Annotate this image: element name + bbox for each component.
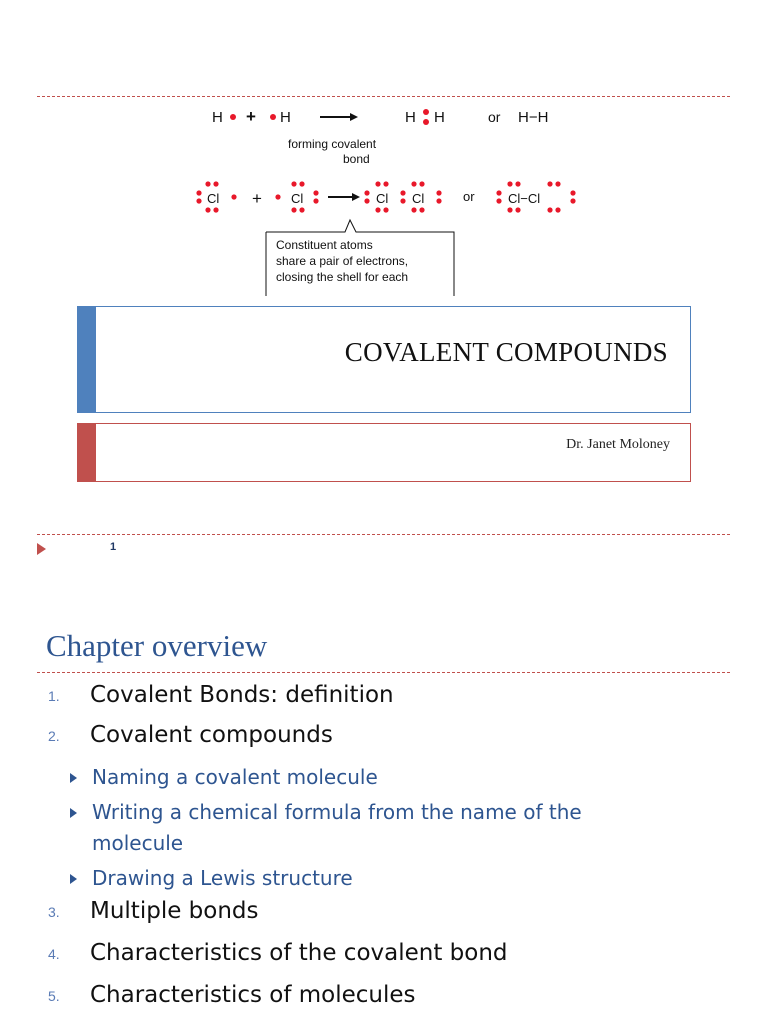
shared-electron-dot (423, 119, 429, 125)
slide2-title-divider (37, 672, 730, 673)
list-item (46, 898, 746, 938)
forming-caption-2: bond (343, 152, 370, 166)
or-label: or (488, 109, 501, 125)
list-number: 5. (48, 988, 60, 1004)
covalent-bond-diagram (190, 100, 590, 296)
or-label-2: or (463, 189, 475, 204)
h2-left-h: H (405, 109, 416, 126)
sub-list-item (46, 797, 652, 859)
svg-text:Cl: Cl (207, 191, 220, 206)
title-accent-bar (78, 307, 96, 412)
author-name: Dr. Janet Moloney (566, 437, 670, 452)
plus-sign-2: + (252, 189, 262, 208)
reaction-arrowhead-2 (352, 193, 360, 201)
list-number: 3. (48, 904, 60, 920)
sub-item-text: Naming a covalent molecule (92, 765, 378, 789)
forming-caption-1: forming covalent (288, 137, 377, 151)
subtitle-panel (77, 423, 691, 482)
cl2-lewis (364, 181, 441, 212)
chapter-overview-title: Chapter overview (46, 628, 268, 663)
reaction-arrowhead (350, 113, 358, 121)
cl2-line-formula (496, 181, 575, 212)
cl-atom-left (196, 181, 236, 212)
list-item (46, 722, 746, 762)
list-item (46, 940, 746, 980)
subtitle-accent-bar (78, 424, 96, 481)
list-number: 4. (48, 946, 60, 962)
svg-text:Cl: Cl (412, 191, 425, 206)
title-panel (77, 306, 691, 413)
sub-list-item (46, 863, 746, 894)
slide-marker-icon (37, 543, 46, 555)
sub-list-item (46, 762, 746, 793)
sub-item-text: Writing a chemical formula from the name of the molecule (92, 800, 582, 855)
callout-line-1: Constituent atoms (276, 238, 373, 252)
callout-line-3: closing the shell for each (276, 270, 409, 284)
list-item (46, 982, 746, 1022)
slide1-footer-divider (37, 534, 730, 535)
chapter-overview-list (46, 682, 746, 1022)
bullet-triangle-icon (70, 773, 77, 783)
electron-dot (270, 114, 276, 120)
bullet-triangle-icon (70, 874, 77, 884)
cl-atom-right (275, 181, 318, 212)
shared-electron-dot (423, 109, 429, 115)
h2-line-formula: H−H (518, 109, 549, 126)
bullet-triangle-icon (70, 808, 77, 818)
list-number: 2. (48, 728, 60, 744)
list-item-text: Characteristics of the covalent bond (90, 940, 508, 966)
callout-line-2: share a pair of electrons, (276, 254, 409, 268)
lewis-diagram-svg (190, 100, 590, 296)
slide-title: COVALENT COMPOUNDS (344, 337, 668, 367)
h2-right-h: H (434, 109, 445, 126)
plus-sign: + (246, 107, 256, 126)
slide-number: 1 (110, 541, 117, 553)
svg-text:Cl: Cl (291, 191, 304, 206)
h-atom-right: H (280, 109, 291, 126)
svg-text:Cl−Cl: Cl−Cl (508, 191, 541, 206)
svg-text:Cl: Cl (376, 191, 389, 206)
electron-dot (230, 114, 236, 120)
list-item-text: Multiple bonds (90, 898, 259, 924)
sub-item-text: Drawing a Lewis structure (92, 866, 353, 890)
list-item-text: Characteristics of molecules (90, 982, 416, 1008)
list-number: 1. (48, 688, 60, 704)
list-item-text: Covalent Bonds: definition (90, 682, 394, 708)
list-item-text: Covalent compounds (90, 722, 333, 748)
h-atom-left: H (212, 109, 223, 126)
slide1-top-divider (37, 96, 730, 97)
list-item (46, 682, 746, 722)
